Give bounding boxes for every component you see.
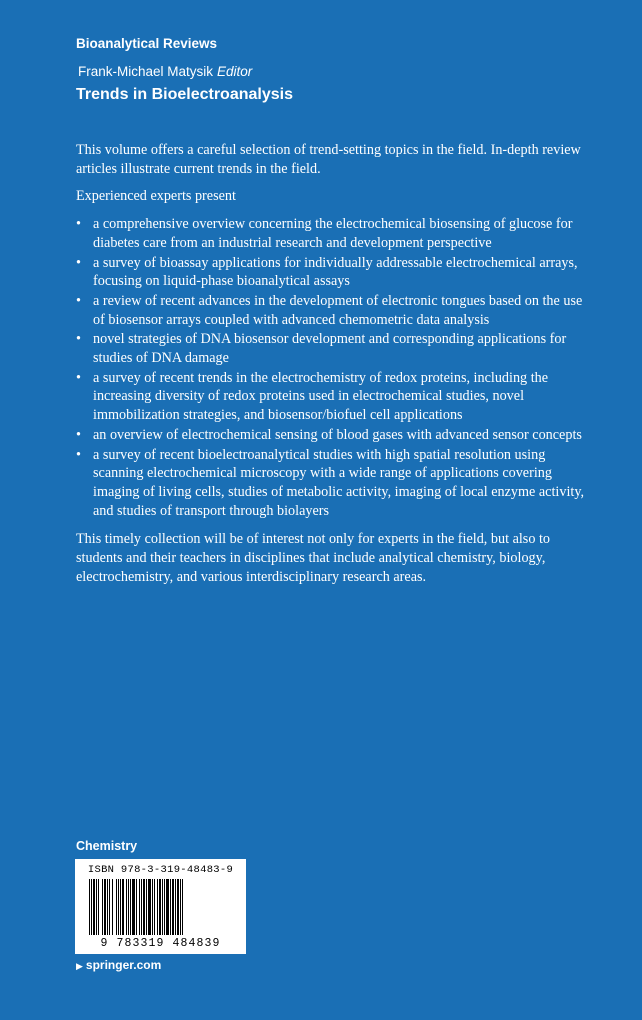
subject-label: Chemistry — [76, 839, 138, 853]
barcode-digits: 9 783319 484839 — [100, 937, 221, 950]
editor-name: Frank-Michael Matysik — [78, 64, 214, 79]
series-title: Bioanalytical Reviews — [76, 36, 218, 51]
description — [76, 141, 596, 586]
list-item: • an overview of electrochemical sensing of blood gases with advanced sensor concepts — [76, 426, 596, 445]
book-title: Trends in Bioelectroanalysis — [76, 86, 293, 103]
list-item: • novel strategies of DNA biosensor development and corresponding applications for studies of DNA damage — [76, 330, 596, 367]
topic-list — [76, 215, 596, 520]
list-item: • a survey of recent bioelectroanalytical studies with high spatial resolution using scanning electrochemical microscopy with a wide range of applications covering imaging of living cells, studies of metabolic activity, imaging of local enzyme activity, and studies of transport through biolayers — [76, 446, 596, 521]
list-item: • a survey of bioassay applications for individually addressable electrochemical arrays, focusing on liquid-phase bioanalytical assays — [76, 254, 596, 291]
list-item: • a comprehensive overview concerning the electrochemical biosensing of glucose for diabetes care from an industrial research and development perspective — [76, 215, 596, 252]
arrow-right-icon: ▶ — [76, 961, 83, 971]
barcode-box — [75, 859, 246, 954]
publisher-link[interactable] — [76, 958, 161, 972]
list-item: • a review of recent advances in the development of electronic tongues based on the use of biosensor arrays coupled with advanced chemometric data analysis — [76, 292, 596, 329]
intro-paragraph: This volume offers a careful selection of trend-setting topics in the field. In-depth review articles illustrate current trends in the field. — [76, 142, 581, 177]
publisher-link-label: springer.com — [85, 958, 162, 972]
editor-line — [78, 64, 252, 79]
closing-paragraph: This timely collection will be of interest not only for experts in the field, but also to students and their teachers in disciplines that include analytical chemistry, biology, electrochemistry, and various interdisciplinary research areas. — [76, 531, 550, 585]
list-item: • a survey of recent trends in the electrochemistry of redox proteins, including the increasing diversity of redox proteins used in electrochemical studies, novel immobilization strategies, and biosensor/biofuel cell applications — [76, 369, 596, 425]
lead-paragraph: Experienced experts present — [76, 188, 236, 205]
isbn-label: ISBN 978-3-319-48483-9 — [87, 864, 234, 876]
editor-role: Editor — [217, 64, 253, 79]
barcode-icon — [87, 879, 234, 937]
